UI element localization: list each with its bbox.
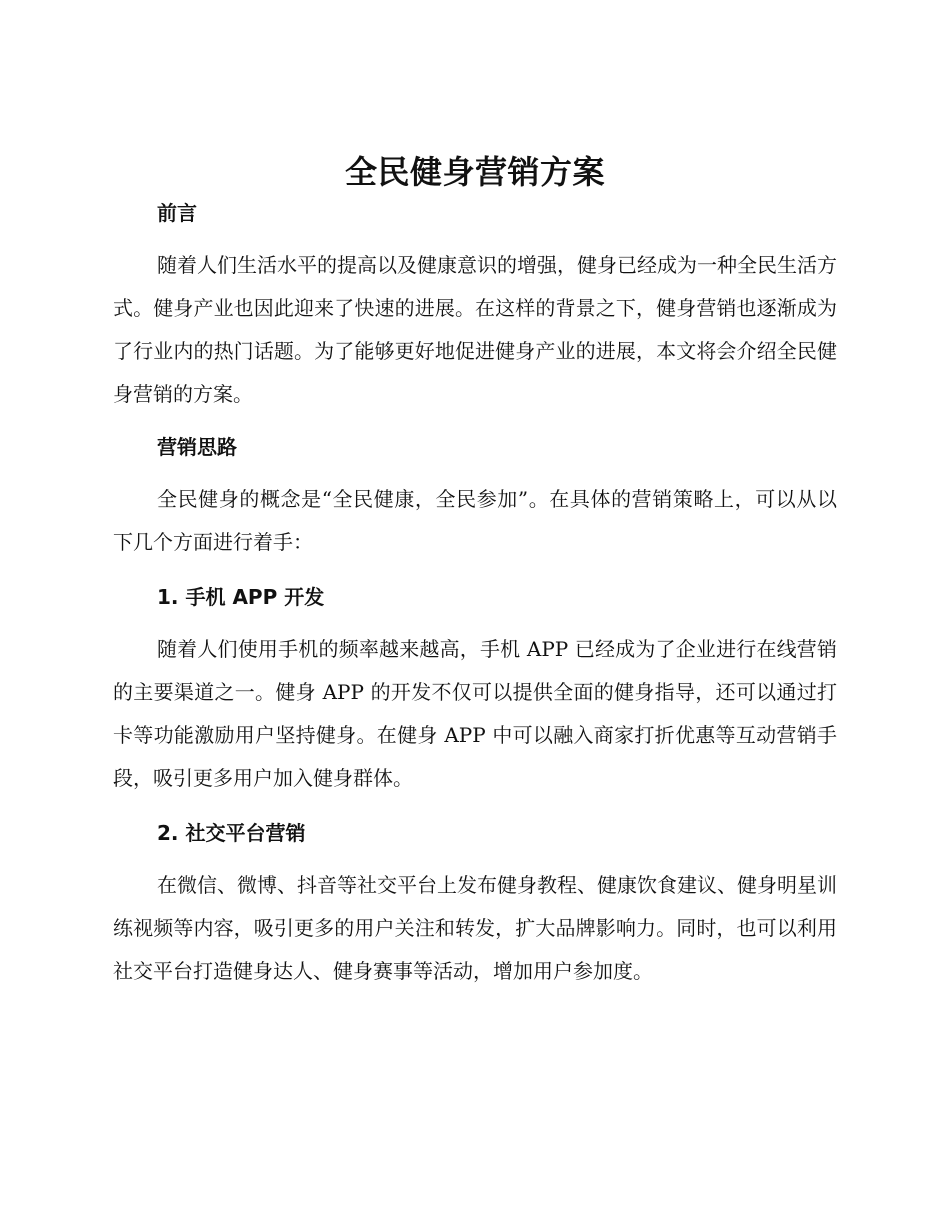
section-paragraph-preface: 随着人们生活水平的提高以及健康意识的增强，健身已经成为一种全民生活方式。健身产业也因此迎来了快速的进展。在这样的背景之下，健身营销也逐渐成为了行业内的热门话题。为了能够更好地促进健身产业的进展，本文将会介绍全民健身营销的方案。 [113,253,837,406]
section-heading-marketing-idea: 营销思路 [157,435,237,459]
section-heading-social-marketing: 2. 社交平台营销 [157,821,306,845]
section-paragraph-app-development: 随着人们使用手机的频率越来越高，手机 APP 已经成为了企业进行在线营销的主要渠道之一。健身 APP 的开发不仅可以提供全面的健身指导，还可以通过打卡等功能激励用户坚持健身。在健身 APP 中可以融入商家打折优惠等互动营销手段，吸引更多用户加入健身群体。 [113,637,837,790]
document-content [113,150,837,993]
section-paragraph-marketing-idea: 全民健身的概念是“全民健康，全民参加”。在具体的营销策略上，可以从以下几个方面进行着手： [113,487,837,554]
section-heading-preface: 前言 [157,201,197,225]
section-paragraph-social-marketing: 在微信、微博、抖音等社交平台上发布健身教程、健康饮食建议、健身明星训练视频等内容，吸引更多的用户关注和转发，扩大品牌影响力。同时，也可以利用社交平台打造健身达人、健身赛事等活动，增加用户参加度。 [113,873,837,983]
document-title: 全民健身营销方案 [344,153,605,191]
section-heading-app-development: 1. 手机 APP 开发 [157,585,325,609]
